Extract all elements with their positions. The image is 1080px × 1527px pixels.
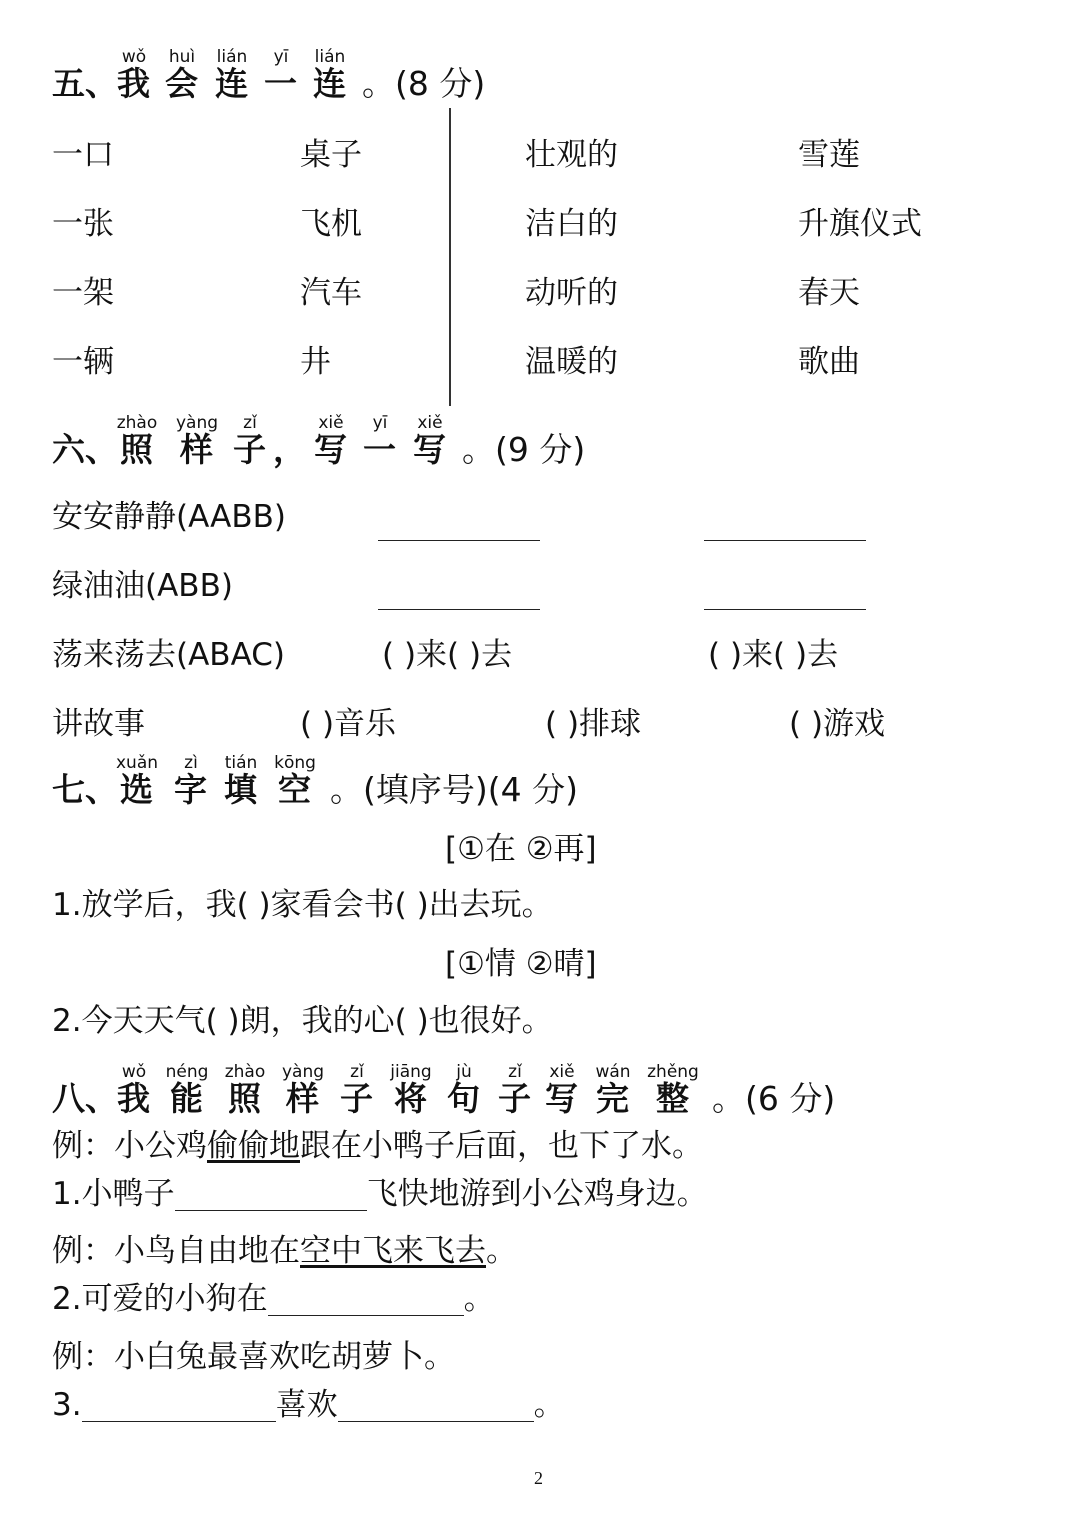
abac-blank-2[interactable]: ( )来( )去 [708, 637, 839, 673]
heading-char: 填 [224, 770, 257, 809]
pinyin: wǒ [121, 47, 147, 67]
pinyin: kōng [274, 753, 316, 773]
pinyin: wǒ [121, 1062, 147, 1082]
match-item: 一辆 [52, 344, 114, 380]
pinyin: lián [216, 47, 248, 67]
heading-char: 能 [170, 1079, 203, 1118]
example-2 [52, 1234, 517, 1268]
heading-char: 写 [545, 1079, 578, 1118]
match-item: 温暖的 [525, 344, 618, 380]
answer-blank[interactable] [704, 510, 866, 541]
question-text: 飞快地游到小公鸡身边。 [366, 1176, 708, 1212]
heading-char: 写 [413, 430, 446, 469]
heading-char: 连 [313, 64, 346, 103]
pinyin: xuǎn [115, 753, 159, 773]
question-text: 喜欢 [275, 1387, 338, 1423]
pinyin: zhào [224, 1062, 266, 1082]
section-7-score: 。(填序号)(4 分) [330, 770, 578, 809]
heading-char: 写 [314, 430, 347, 469]
pinyin: wán [595, 1062, 631, 1082]
question-text: 。 [533, 1387, 565, 1423]
pattern-aabb: 安安静静(AABB) [52, 499, 286, 535]
match-item: 一口 [52, 137, 114, 173]
pinyin: lián [314, 47, 346, 67]
heading-char: 会 [165, 64, 198, 103]
verb-blank-3[interactable]: ( )游戏 [789, 706, 886, 742]
pinyin: zǐ [508, 1062, 522, 1082]
heading-char: 样 [286, 1079, 319, 1118]
example-text: 例：小鸟自由地在 [52, 1233, 300, 1269]
section-8-prefix: 八、 [52, 1079, 118, 1118]
question-text: 2.可爱的小狗在 [52, 1281, 268, 1317]
abac-blank-1[interactable]: ( )来( )去 [382, 637, 513, 673]
pinyin: zhěng [647, 1062, 699, 1082]
heading-char: 选 [120, 770, 153, 809]
heading-char: 一 [264, 64, 297, 103]
match-item: 井 [300, 344, 331, 380]
pinyin: yī [372, 413, 388, 433]
verb-blank-1[interactable]: ( )音乐 [300, 706, 397, 742]
question-7-1: 1.放学后，我( )家看会书( )出去玩。 [52, 887, 553, 923]
pinyin: néng [165, 1062, 209, 1082]
heading-char: 完 [596, 1079, 629, 1118]
verb-blank-2[interactable]: ( )排球 [545, 706, 642, 742]
pattern-abb: 绿油油(ABB) [52, 568, 233, 604]
section-6-prefix: 六、 [52, 430, 118, 469]
underlined-phrase: 空中飞来飞去 [300, 1233, 486, 1269]
question-text: 。 [463, 1281, 495, 1317]
answer-blank[interactable] [338, 1395, 534, 1422]
example-1 [52, 1129, 703, 1163]
heading-char: 连 [215, 64, 248, 103]
question-text: 3. [52, 1387, 82, 1423]
match-item: 一架 [52, 275, 114, 311]
section-8-score: 。(6 分) [712, 1079, 836, 1118]
pinyin: xiě [417, 413, 443, 433]
answer-blank[interactable] [378, 510, 540, 541]
match-item: 歌曲 [798, 344, 860, 380]
match-item: 雪莲 [798, 137, 860, 173]
example-text: 。 [486, 1233, 517, 1269]
underlined-word: 偷偷地 [207, 1128, 300, 1164]
heading-char: 字 [174, 770, 207, 809]
section-6-score: 。(9 分) [462, 430, 586, 469]
heading-char: 一 [363, 430, 396, 469]
heading-char: ， [273, 430, 306, 469]
heading-char: 整 [656, 1079, 689, 1118]
pinyin: zhào [116, 413, 158, 433]
pinyin: tián [224, 753, 258, 773]
pinyin: zì [184, 753, 198, 773]
column-divider [449, 108, 451, 406]
question-7-2: 2.今天天气( )朗，我的心( )也很好。 [52, 1003, 553, 1039]
pinyin: xiě [318, 413, 344, 433]
answer-blank[interactable] [268, 1289, 464, 1316]
answer-blank[interactable] [82, 1395, 276, 1422]
match-item: 动听的 [525, 275, 618, 311]
question-8-3 [52, 1388, 565, 1422]
pinyin: yàng [175, 413, 219, 433]
section-7-prefix: 七、 [52, 770, 118, 809]
answer-blank[interactable] [378, 579, 540, 610]
heading-char: 子 [498, 1079, 531, 1118]
example-text: 跟在小鸭子后面，也下了水。 [300, 1128, 703, 1164]
heading-char: 子 [340, 1079, 373, 1118]
match-item: 飞机 [300, 206, 362, 242]
option-set-1: [①在 ②再] [445, 831, 597, 867]
heading-char: 照 [228, 1079, 261, 1118]
match-item: 壮观的 [525, 137, 618, 173]
pattern-abac: 荡来荡去(ABAC) [52, 637, 285, 673]
pinyin: yàng [281, 1062, 325, 1082]
heading-char: 我 [117, 64, 150, 103]
heading-char: 样 [180, 430, 213, 469]
question-text: 1.小鸭子 [52, 1176, 175, 1212]
pinyin: zǐ [243, 413, 257, 433]
pinyin: jiāng [390, 1062, 432, 1082]
answer-blank[interactable] [704, 579, 866, 610]
option-set-2: [①情 ②晴] [445, 946, 597, 982]
match-item: 升旗仪式 [798, 206, 922, 242]
question-8-1 [52, 1177, 708, 1211]
section-5-score: 。(8 分) [362, 64, 486, 103]
pinyin: xiě [549, 1062, 575, 1082]
example-3: 例：小白兔最喜欢吃胡萝卜。 [52, 1339, 455, 1375]
example-text: 例：小公鸡 [52, 1128, 207, 1164]
answer-blank[interactable] [175, 1184, 367, 1211]
section-5-prefix: 五、 [52, 64, 118, 103]
pinyin: huì [168, 47, 196, 67]
heading-char: 将 [394, 1079, 427, 1118]
heading-char: 我 [117, 1079, 150, 1118]
match-item: 洁白的 [525, 206, 618, 242]
verb-phrase: 讲故事 [52, 706, 145, 742]
pinyin: jù [456, 1062, 472, 1082]
pinyin: zǐ [350, 1062, 364, 1082]
heading-char: 空 [278, 770, 311, 809]
pinyin: yī [273, 47, 289, 67]
page-number: 2 [534, 1468, 543, 1488]
heading-char: 子 [233, 430, 266, 469]
match-item: 一张 [52, 206, 114, 242]
heading-char: 句 [447, 1079, 480, 1118]
heading-char: 照 [120, 430, 153, 469]
match-item: 桌子 [300, 137, 362, 173]
question-8-2 [52, 1282, 495, 1316]
match-item: 汽车 [300, 275, 362, 311]
match-item: 春天 [798, 275, 860, 311]
